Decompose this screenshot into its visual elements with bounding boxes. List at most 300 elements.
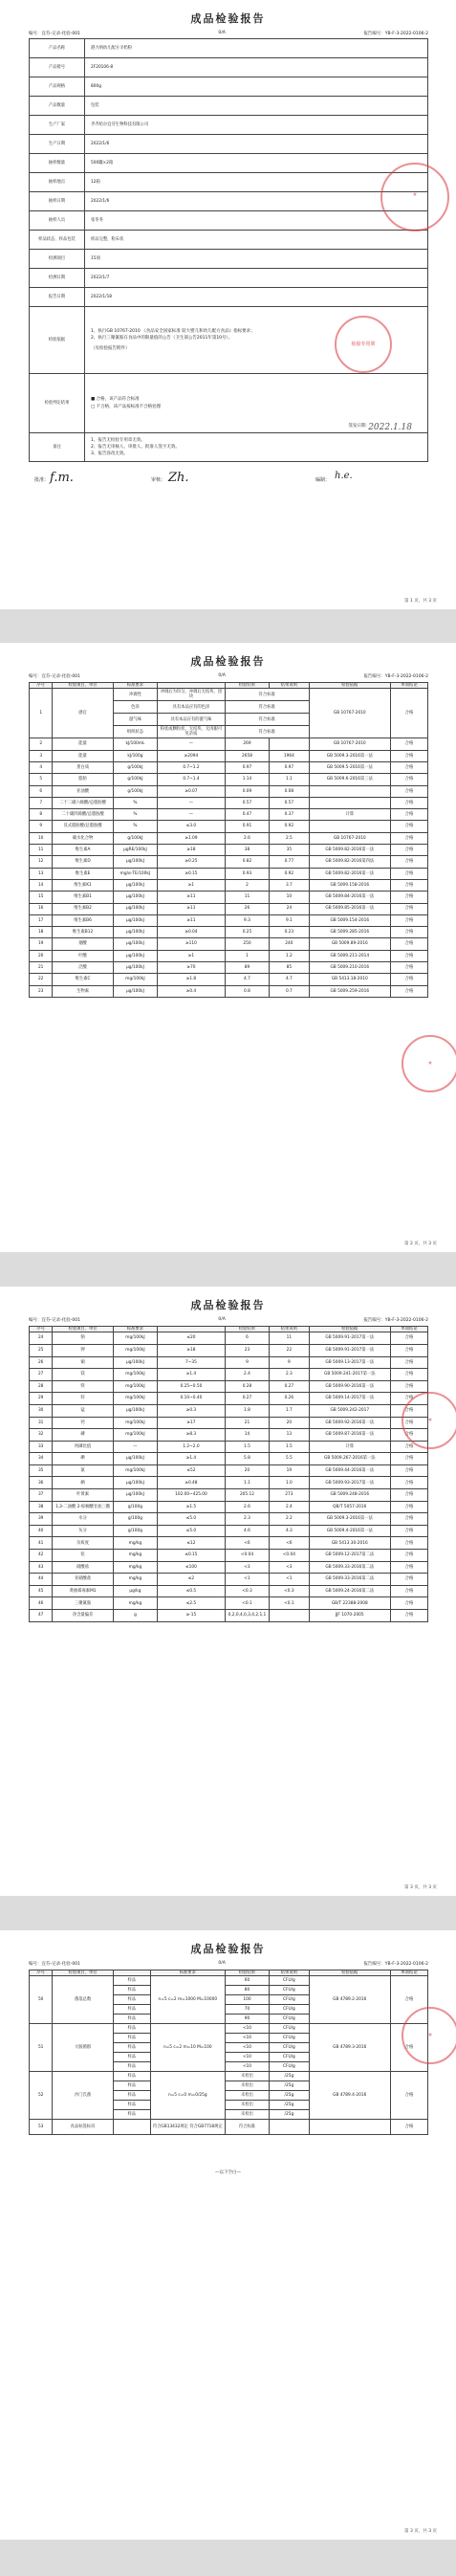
result-note: 19 <box>270 1464 309 1477</box>
sample-label: 样品 <box>113 2091 150 2101</box>
report-number: 报告编号：YB-F-3-2022-0106-2 <box>363 32 428 36</box>
revision: 0/A <box>218 1961 226 1966</box>
basis: GB 5009.3-2016第一法 <box>309 1513 390 1526</box>
result: 2.6 <box>225 1501 269 1513</box>
item-no: 25 <box>30 1344 53 1356</box>
sample-label: 样品 <box>113 2043 150 2053</box>
micro-table <box>29 1970 428 2135</box>
result: 0.57 <box>225 797 269 808</box>
item-name: 叶酸 <box>53 950 113 961</box>
info-row <box>30 116 428 135</box>
basis: GB 5009.82-2016第一法 <box>309 868 390 879</box>
item-no: 41 <box>30 1537 53 1550</box>
page-number: 第 1 页，共 3 页 <box>404 599 437 604</box>
info-value: 800g <box>85 77 428 97</box>
requirement: n=5 c=2 m=1000 M=10000 <box>150 1976 225 2024</box>
result-note <box>270 2120 309 2135</box>
column-header: 检验依据 <box>309 1971 390 1976</box>
result: 1 <box>225 950 269 961</box>
issue-date-signature: 2022.1.18 <box>368 422 412 432</box>
unit: g/100kJ <box>113 761 157 773</box>
result: 0,2,0,4,0,3,4,2,1,1 <box>225 1610 269 1622</box>
verdict: 合格 <box>390 845 427 856</box>
item-no: 35 <box>30 1464 53 1477</box>
sensory-result: 符合标准 <box>225 689 309 701</box>
basis-label: 检验依据 <box>30 307 85 374</box>
basis: GB 5009.14-2017第一法 <box>309 1393 390 1405</box>
column-header: 单项结论 <box>390 1971 427 1976</box>
item-no: 38 <box>30 1501 53 1513</box>
info-row <box>30 211 428 231</box>
verdict: 合格 <box>390 1976 427 2024</box>
basis: GB 5009.5-2016第一法 <box>309 761 390 773</box>
item-no: 2 <box>30 738 53 750</box>
unit: mg/100kJ <box>113 1464 157 1477</box>
requirement: ≥-15 <box>158 1610 226 1622</box>
result: 0.93 <box>225 868 269 879</box>
result-note: 24 <box>270 903 309 914</box>
result: 9 <box>225 1356 269 1369</box>
column-header: 标准要求 <box>150 1971 225 1976</box>
item-name: 锌 <box>53 1393 113 1405</box>
result: 1.8 <box>225 1404 269 1417</box>
info-value: 张冬冬 <box>85 211 428 231</box>
verdict: 合格 <box>390 809 427 821</box>
item-no: 32 <box>30 1429 53 1442</box>
verdict: 合格 <box>390 2024 427 2072</box>
result-note: <3 <box>270 1561 309 1574</box>
item-name: 黄曲霉毒素M1 <box>53 1585 113 1597</box>
unit: mg/100kJ <box>113 1380 157 1393</box>
unit: mg/100kJ <box>113 1369 157 1381</box>
result-note: 1.0 <box>270 1477 309 1489</box>
end-marker: —以下空白— <box>215 2170 241 2175</box>
unit: CFU/g <box>270 2024 309 2034</box>
result-row <box>30 903 428 914</box>
page-number: 第 2 页，共 3 页 <box>404 1242 437 1246</box>
requirement: — <box>158 809 226 821</box>
basis: GB 5009.44-2016第一法 <box>309 1464 390 1477</box>
requirement: ≥0.25 <box>158 856 226 868</box>
column-header: 结果说明 <box>270 683 309 689</box>
requirement: ≥8.3 <box>158 1429 226 1442</box>
item-no: 30 <box>30 1404 53 1417</box>
sample-result: <10 <box>225 2053 269 2062</box>
basis: GB 5009.89-2016 <box>309 938 390 950</box>
result-note: 0.08 <box>270 785 309 797</box>
result: <0.04 <box>225 1550 269 1562</box>
unit: μg/100kJ <box>113 914 157 926</box>
info-row <box>30 77 428 97</box>
unit: μg/100kJ <box>113 856 157 868</box>
result-note: 0.57 <box>270 797 309 808</box>
unit: mg/kg <box>113 1597 157 1610</box>
requirement: ≤2.5 <box>158 1597 226 1610</box>
verdict: 合格 <box>390 1574 427 1586</box>
result-row <box>30 1344 428 1356</box>
result-row <box>30 1453 428 1465</box>
unit: /25g <box>270 2081 309 2091</box>
basis: GB 5009.33-2016第二法 <box>309 1574 390 1586</box>
item-name: 硝酸盐 <box>53 1561 113 1574</box>
sample-info-table <box>29 38 428 307</box>
sample-result: 未检出 <box>225 2072 269 2081</box>
column-header: 检验项目、单位 <box>53 1327 113 1332</box>
item-no: 31 <box>30 1417 53 1429</box>
result-row <box>30 1501 428 1513</box>
micro-row <box>30 2120 428 2135</box>
sample-result: <10 <box>225 2024 269 2034</box>
sample-label: 样品 <box>113 2024 150 2034</box>
item-name: 烟酸 <box>53 938 113 950</box>
info-row <box>30 154 428 173</box>
basis: GB 5009.91-2017第一法 <box>309 1332 390 1345</box>
item-name: 杂质度 <box>53 1537 113 1550</box>
sample-result: 未检出 <box>225 2091 269 2101</box>
result-note: 1964 <box>270 750 309 761</box>
item-name: 铜 <box>53 1356 113 1369</box>
approver-label: 批准： <box>34 477 50 483</box>
requirement: ≥0.4 <box>158 985 226 997</box>
item-name: 锰 <box>53 1404 113 1417</box>
result-note: 20 <box>270 1417 309 1429</box>
result-row <box>30 868 428 879</box>
unit: mg/kg <box>113 1561 157 1574</box>
item-name: 镁 <box>53 1369 113 1381</box>
verdict: 合格 <box>390 738 427 750</box>
result: 2.6 <box>225 832 269 844</box>
note-line: 3、报告涂改无效。 <box>91 451 128 457</box>
requirement: ≤3.0 <box>158 821 226 832</box>
sample-result: 未检出 <box>225 2081 269 2091</box>
requirement: n=5 c=2 m=10 M=100 <box>150 2024 225 2072</box>
result: 1.14 <box>225 774 269 785</box>
unit: CFU/g <box>270 1995 309 2005</box>
result-note: 9 <box>270 1356 309 1369</box>
requirement: ≤2 <box>158 1574 226 1586</box>
item-no: 13 <box>30 868 53 879</box>
verdict: 合格 <box>390 974 427 985</box>
unit: mg/100kJ <box>113 1393 157 1405</box>
report-title: 成品检验报告 <box>190 655 266 668</box>
result-note <box>270 738 309 750</box>
requirement: ≥0.48 <box>158 1477 226 1489</box>
verdict: 合格 <box>390 927 427 938</box>
company-seal: ★ <box>402 1392 456 1449</box>
info-row <box>30 97 428 116</box>
result-note: <6 <box>270 1537 309 1550</box>
unit: CFU/g <box>270 2053 309 2062</box>
basis: GB 5009.285-2016 <box>309 927 390 938</box>
requirement: ≥0.3 <box>158 1404 226 1417</box>
item-no: 20 <box>30 950 53 961</box>
reviewer-signature: Zh. <box>168 471 189 485</box>
result-note: 0.27 <box>270 1380 309 1393</box>
column-header: 标准要求 <box>113 683 157 689</box>
result: 6 <box>225 1332 269 1345</box>
result-note: 2.3 <box>270 1369 309 1381</box>
item-no: 15 <box>30 892 53 903</box>
verdict: 合格 <box>390 1429 427 1442</box>
item-no: 53 <box>30 2120 53 2135</box>
unit: μg/100kJ <box>113 1477 157 1489</box>
basis: GB 5009.210-2016 <box>309 962 390 974</box>
results-table-a <box>29 682 428 998</box>
item-name: 维生素K1 <box>53 879 113 891</box>
item-name: 二十二碳六烯酸/总脂肪酸 <box>53 797 113 808</box>
verdict: 合格 <box>390 903 427 914</box>
item-no: 33 <box>30 1441 53 1453</box>
result: 4.6 <box>225 1525 269 1537</box>
unit: /25g <box>270 2091 309 2101</box>
unit: % <box>113 821 157 832</box>
requirement: ≤0.15 <box>158 1550 226 1562</box>
result-note: 4.7 <box>270 974 309 985</box>
result: 21 <box>225 1417 269 1429</box>
result-note: 0.26 <box>270 1393 309 1405</box>
verdict: 合格 <box>390 950 427 961</box>
result-row <box>30 689 428 701</box>
result-row <box>30 1537 428 1550</box>
result-row <box>30 1369 428 1381</box>
unit: mg/100kJ <box>113 1332 157 1345</box>
result-row <box>30 1597 428 1610</box>
result-note: <0.04 <box>270 1550 309 1562</box>
result: 89 <box>225 962 269 974</box>
unit: mg/100kJ <box>113 1429 157 1442</box>
result: <0.3 <box>225 1585 269 1597</box>
result-row <box>30 892 428 903</box>
requirement: ≤5.0 <box>158 1525 226 1537</box>
unit: μg/100kJ <box>113 950 157 961</box>
verdict: 合格 <box>390 1404 427 1417</box>
column-header: 结果说明 <box>270 1327 309 1332</box>
item-name: 维生素E <box>53 868 113 879</box>
basis: GB 5009.82-2016第四法 <box>309 856 390 868</box>
company-seal: ★ <box>402 1035 456 1092</box>
item-name: 维生素B12 <box>53 927 113 938</box>
unit: /25g <box>270 2072 309 2081</box>
basis: GB 5009.12-2017第二法 <box>309 1550 390 1562</box>
judge-pass: ■ 合格，该产品符合标准 <box>91 397 140 403</box>
unit: μg/100kJ <box>113 892 157 903</box>
sample-result: 100 <box>225 1995 269 2005</box>
info-value: 2022/1/6 <box>85 192 428 211</box>
column-header: 检验结果 <box>225 1327 269 1332</box>
unit: % <box>113 809 157 821</box>
sample-label: 样品 <box>113 2053 150 2062</box>
result-row <box>30 1610 428 1622</box>
verdict: 合格 <box>390 785 427 797</box>
item-no: 40 <box>30 1525 53 1537</box>
basis: 计算 <box>309 809 390 821</box>
result: 2.4 <box>225 1369 269 1381</box>
info-value: 500罐×2箱 <box>85 154 428 173</box>
basis: GB 5009.90-2016第一法 <box>309 1380 390 1393</box>
result-row <box>30 1550 428 1562</box>
item-no: 39 <box>30 1513 53 1526</box>
basis: GB 10767-2010 <box>309 832 390 844</box>
basis: GB 5009.82-2016第一法 <box>309 845 390 856</box>
unit: mg/kg <box>113 1550 157 1562</box>
requirement: ≤52 <box>158 1464 226 1477</box>
result-row <box>30 1393 428 1405</box>
result-row <box>30 832 428 844</box>
sample-label: 样品 <box>113 1986 150 1995</box>
info-row <box>30 192 428 211</box>
column-header: 检验依据 <box>309 683 390 689</box>
sensory-requirement: 具有本品应有的滋气味 <box>158 714 226 726</box>
column-header: 单项结论 <box>390 1327 427 1332</box>
result-row <box>30 845 428 856</box>
sample-label: 样品 <box>113 2072 150 2081</box>
requirement: 7~35 <box>158 1356 226 1369</box>
requirement: ≤0.5 <box>158 1585 226 1597</box>
info-value: 2022/1/6 <box>85 135 428 154</box>
item-name: 生物素 <box>53 985 113 997</box>
judge-fail: □ 不合格，该产品按标准不合格处理 <box>91 404 162 409</box>
info-row <box>30 135 428 154</box>
info-row <box>30 269 428 288</box>
report-header <box>29 31 428 36</box>
result: 5.8 <box>225 1453 269 1465</box>
sample-label: 样品 <box>113 2081 150 2091</box>
result: 0.28 <box>225 1380 269 1393</box>
unit: mg/100kJ <box>113 1417 157 1429</box>
revision: 0/A <box>218 31 226 35</box>
record-code: 编号：宜芬-记录-化验-001 <box>29 1318 80 1323</box>
item-no: 45 <box>30 1585 53 1597</box>
verdict: 合格 <box>390 962 427 974</box>
item-name: 维生素B1 <box>53 892 113 903</box>
basis: GB 5009.267-2016第一法 <box>309 1453 390 1465</box>
reviewer-label: 审核： <box>151 477 166 483</box>
requirement: ≥1.09 <box>158 832 226 844</box>
unit: μg/100kJ <box>113 1453 157 1465</box>
sensory-result: 符合标准 <box>225 714 309 726</box>
result-row <box>30 1464 428 1477</box>
item-name: 碳水化合物 <box>53 832 113 844</box>
info-row <box>30 231 428 250</box>
basis: GB 5009.242-2017 <box>309 1404 390 1417</box>
report-title: 成品检验报告 <box>190 1943 266 1955</box>
column-header: 结果说明 <box>270 1971 309 1976</box>
result-row <box>30 856 428 868</box>
result-row <box>30 797 428 808</box>
result-row <box>30 785 428 797</box>
result: 0.82 <box>225 856 269 868</box>
item-no: 43 <box>30 1561 53 1574</box>
unit: μg/100kJ <box>113 938 157 950</box>
unit: % <box>113 797 157 808</box>
item-name: 1,3-二油酸 2-棕榈酸甘油三酯 <box>53 1501 113 1513</box>
basis: GB 5413.30-2016 <box>309 1537 390 1550</box>
requirement: ≥110 <box>158 938 226 950</box>
verdict: 合格 <box>390 774 427 785</box>
info-row <box>30 39 428 58</box>
item-name: 钙 <box>53 1417 113 1429</box>
judge-text <box>85 374 428 433</box>
item-name: 维生素D <box>53 856 113 868</box>
result-note: 1.7 <box>270 1404 309 1417</box>
result-row <box>30 974 428 985</box>
result: 14 <box>225 1429 269 1442</box>
sensory-item: 滋气味 <box>113 714 157 726</box>
info-label: 产品名称 <box>30 39 85 58</box>
column-header: 检验项目、单位 <box>53 1971 113 1976</box>
item-no: 14 <box>30 879 53 891</box>
unit <box>113 2120 150 2135</box>
unit: CFU/g <box>270 1976 309 1986</box>
result: 符合标准 <box>225 2120 269 2135</box>
item-no: 26 <box>30 1356 53 1369</box>
result-row <box>30 914 428 926</box>
item-no: 6 <box>30 785 53 797</box>
sample-label: 样品 <box>113 2062 150 2072</box>
verdict: 合格 <box>390 689 427 738</box>
result-row <box>30 821 428 832</box>
column-header: 检验结果 <box>225 1971 269 1976</box>
result-row <box>30 1417 428 1429</box>
verdict: 合格 <box>390 914 427 926</box>
basis-line: 1、执行GB 10767-2010 《食品安全国家标准 较大婴儿和幼儿配方食品》指标要求； <box>91 328 255 334</box>
unit: μg/100kJ <box>113 879 157 891</box>
report-header <box>29 673 428 679</box>
record-code: 编号：宜芬-记录-化验-001 <box>29 1962 80 1967</box>
unit: /25g <box>270 2101 309 2110</box>
info-value: 2022/1/18 <box>85 288 428 307</box>
info-value: 2022/1/7 <box>85 269 428 288</box>
sensory-result: 符合标准 <box>225 701 309 714</box>
result-note: 22 <box>270 1344 309 1356</box>
basis-line: 2、执行三聚氰胺在食品中的限量值的公告（卫生部公告2011年第10号）。 <box>91 335 233 341</box>
basis: GB 10767-2010 <box>309 738 390 750</box>
item-name: 氯 <box>53 1464 113 1477</box>
column-header: 标准要求 <box>113 1327 157 1332</box>
result: 0.27 <box>225 1393 269 1405</box>
requirement: n=5 c=0 m=0/25g <box>150 2072 225 2120</box>
result-note: 11 <box>270 1332 309 1345</box>
report-page-3 <box>0 1287 456 1896</box>
item-name: 沙门氏菌 <box>53 2072 113 2120</box>
requirement: 0.7~1.4 <box>158 774 226 785</box>
record-code: 编号：宜芬-记录-化验-001 <box>29 32 80 36</box>
sample-result: 未检出 <box>225 2110 269 2120</box>
result: 2 <box>225 879 269 891</box>
requirement: ≥11 <box>158 892 226 903</box>
unit: mg/100kJ <box>113 974 157 985</box>
result: 250 <box>225 938 269 950</box>
basis: GB 5009.24-2016第二法 <box>309 1585 390 1597</box>
result-row <box>30 1441 428 1453</box>
verdict: 合格 <box>390 1356 427 1369</box>
item-no: 3 <box>30 750 53 761</box>
unit: mg/kg <box>113 1537 157 1550</box>
result-row <box>30 1561 428 1574</box>
item-no: 44 <box>30 1574 53 1586</box>
revision: 0/A <box>218 673 226 678</box>
result-row <box>30 1429 428 1442</box>
column-header: 序号 <box>30 1971 53 1976</box>
item-name: 泛酸 <box>53 962 113 974</box>
verdict: 合格 <box>390 1417 427 1429</box>
result-row <box>30 1477 428 1489</box>
basis: GB 5009.6-2016第三法 <box>309 774 390 785</box>
item-no: 34 <box>30 1453 53 1465</box>
item-name: 反式脂肪酸/总脂肪酸 <box>53 821 113 832</box>
item-no: 42 <box>30 1550 53 1562</box>
basis: GB 5413.18-2010 <box>309 974 390 985</box>
